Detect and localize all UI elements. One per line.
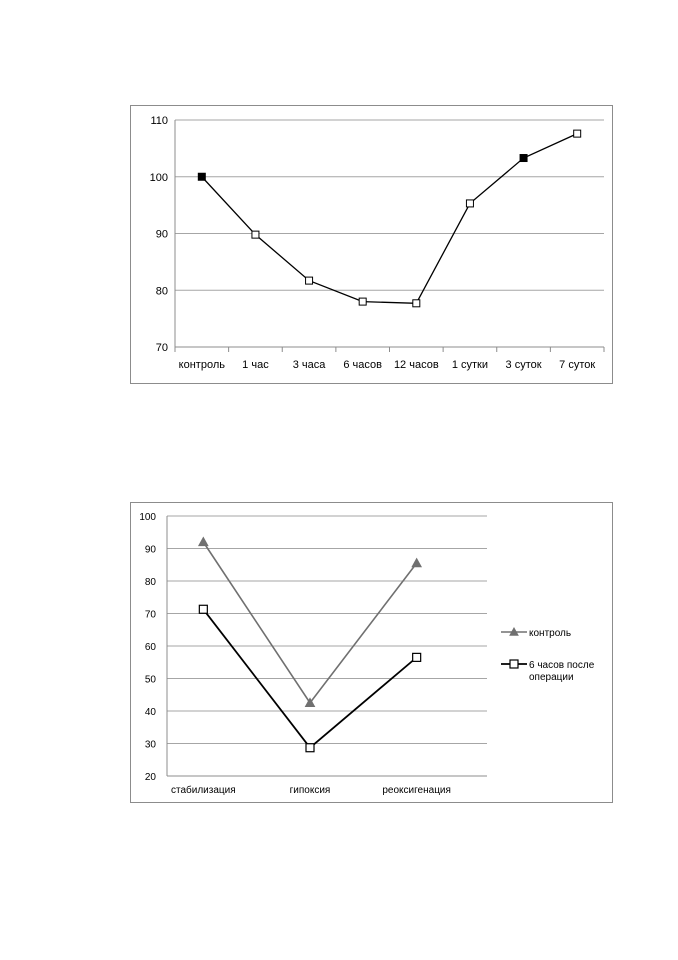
- x-tick-label: гипоксия: [289, 785, 331, 796]
- y-tick-label: 70: [144, 609, 156, 621]
- data-point: [199, 605, 207, 613]
- data-point: [466, 200, 473, 207]
- x-tick-label: 1 час: [242, 359, 269, 371]
- data-point: [252, 231, 259, 238]
- y-tick-label: 40: [144, 707, 156, 718]
- legend-6h-label-line1: 6 часов после: [529, 660, 595, 671]
- legend-6h-label-line2: операции: [529, 672, 574, 683]
- y-tick-label: 90: [155, 228, 168, 241]
- y-tick-label: 100: [149, 171, 168, 184]
- data-point: [198, 173, 205, 180]
- y-tick-label: 70: [155, 342, 168, 354]
- y-tick-label: 80: [155, 285, 168, 298]
- data-point: [413, 653, 421, 661]
- y-tick-label: 20: [144, 772, 156, 783]
- legend-6h-marker: [510, 660, 518, 668]
- x-tick-label: реоксигенация: [382, 785, 451, 796]
- data-point: [574, 130, 581, 137]
- chart-2-frame: [130, 502, 613, 803]
- chart-2-svg: [131, 503, 614, 804]
- x-tick-label: стабилизация: [171, 785, 236, 796]
- y-tick-label: 50: [144, 674, 156, 686]
- chart-1-svg: [131, 106, 614, 385]
- x-tick-label: 6 часов: [343, 359, 382, 371]
- legend-control-label: контроль: [529, 628, 572, 639]
- data-point: [413, 300, 420, 307]
- y-tick-label: 90: [144, 544, 156, 556]
- y-tick-label: 100: [139, 512, 156, 523]
- chart-1-frame: [130, 105, 613, 384]
- data-point: [520, 155, 527, 162]
- data-point: [359, 298, 366, 305]
- data-point: [412, 559, 421, 567]
- data-point: [199, 538, 208, 546]
- x-tick-label: 1 сутки: [451, 359, 489, 371]
- data-point: [306, 744, 314, 752]
- y-tick-label: 80: [144, 577, 156, 588]
- y-tick-label: 60: [144, 642, 156, 653]
- y-tick-label: 30: [144, 739, 156, 751]
- y-tick-label: 110: [150, 115, 168, 127]
- x-tick-label: 7 суток: [559, 359, 596, 371]
- x-tick-label: 3 суток: [505, 359, 542, 371]
- x-tick-label: контроль: [178, 359, 225, 371]
- data-point: [306, 277, 313, 284]
- x-tick-label: 12 часов: [393, 359, 439, 371]
- x-tick-label: 3 часа: [292, 359, 326, 371]
